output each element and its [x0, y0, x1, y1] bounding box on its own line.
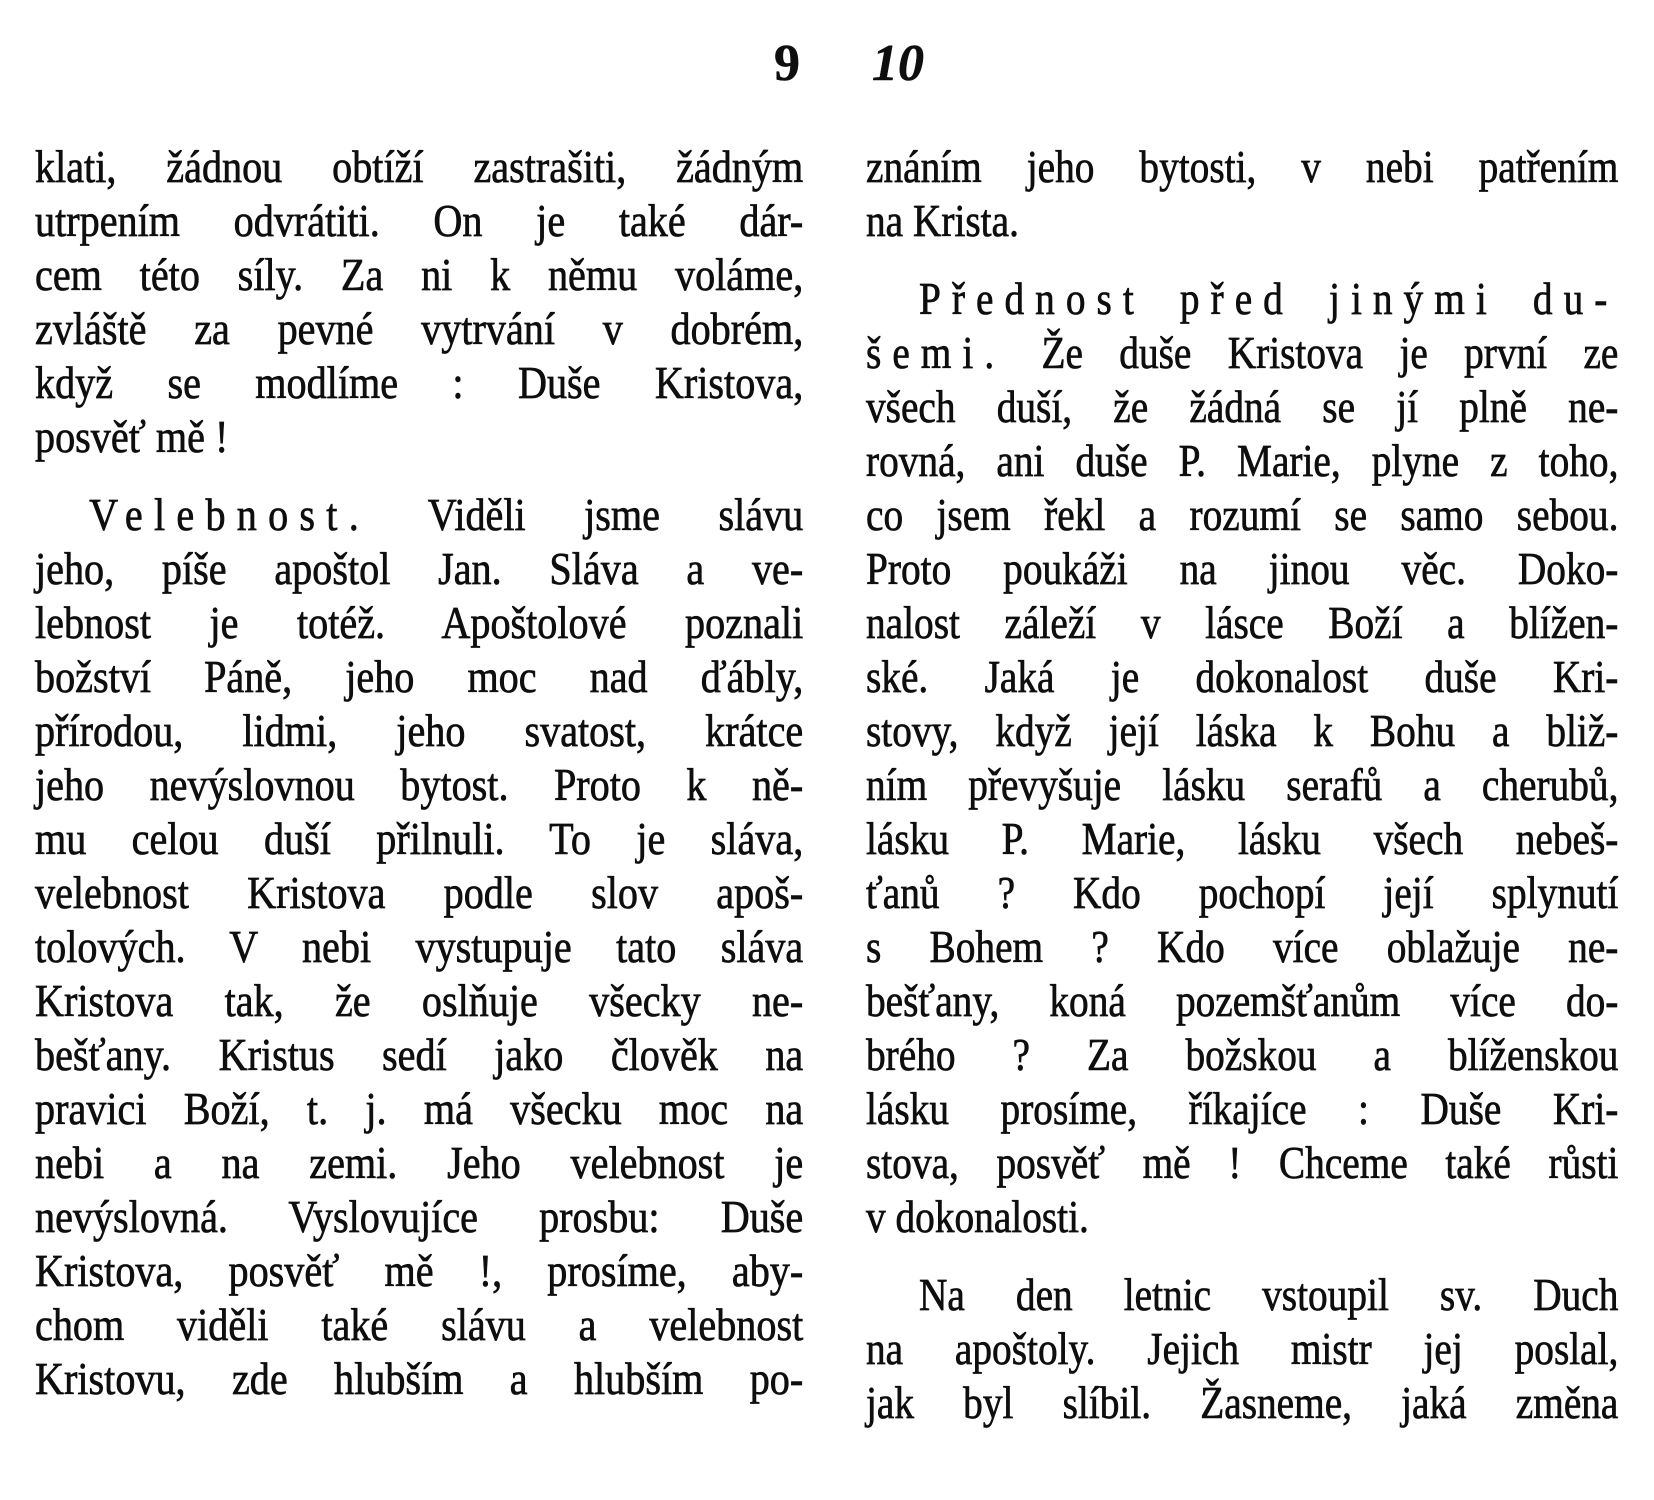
text-line: stovy, když její láska k Bohu a bliž- [866, 705, 1619, 756]
text-line: na Krista. [866, 195, 1019, 246]
text-line: Kristova tak, že oslňuje všecky ne- [35, 975, 804, 1026]
text-line: na apoštoly. Jejich mistr jej poslal, [866, 1323, 1619, 1374]
text-line: ské. Jaká je dokonalost duše Kri- [866, 651, 1619, 702]
text-line: pravici Boží, t. j. má všecku moc na [35, 1083, 804, 1134]
text-line: Kristovu, zde hlubším a hlubším po- [35, 1353, 804, 1404]
text-line: utrpením odvrátiti. On je také dár- [35, 195, 804, 246]
paragraph-lead: Velebnost. [89, 489, 370, 540]
text-line: stova, posvěť mě ! Chceme také růsti [866, 1137, 1619, 1188]
text-line: co jsem řekl a rozumí se samo sebou. [866, 489, 1619, 540]
text-line: chom viděli také slávu a velebnost [35, 1299, 804, 1350]
text-line: božství Páně, jeho moc nad ďábly, [35, 651, 804, 702]
text-line: klati, žádnou obtíží zastrašiti, žádným [35, 141, 804, 192]
page-number-left: 9 [774, 35, 800, 92]
text-line: když se modlíme : Duše Kristova, [35, 357, 804, 408]
text-line: přírodou, lidmi, jeho svatost, krátce [35, 705, 804, 756]
text-line: rovná, ani duše P. Marie, plyne z toho, [866, 435, 1619, 486]
text-line [866, 272, 1618, 326]
text-line: velebnost Kristova podle slov apoš- [35, 867, 804, 918]
text-line: lebnost je totéž. Apoštolové poznali [35, 597, 804, 648]
text-line: jeho, píše apoštol Jan. Sláva a ve- [35, 543, 804, 594]
text-line: brého ? Za božskou a blíženskou [866, 1029, 1619, 1080]
paragraph-lead: šemi. [866, 327, 1006, 378]
text-column-left-page [35, 140, 915, 1406]
text-line: Na den letnic vstoupil sv. Duch [919, 1269, 1619, 1320]
text-line: cem této síly. Za ni k němu voláme, [35, 249, 804, 300]
text-line: Proto poukáži na jinou věc. Doko- [866, 543, 1619, 594]
text-line: nevýslovná. Vyslovujíce prosbu: Duše [35, 1191, 804, 1242]
text-column-right-page [866, 140, 1654, 1430]
text-line: lásku P. Marie, lásku všech nebeš- [866, 813, 1619, 864]
text-line: bešťany. Kristus sedí jako člověk na [35, 1029, 804, 1080]
text-line: jak byl slíbil. Žasneme, jaká změna [866, 1377, 1619, 1428]
text-line: nalost záleží v lásce Boží a blížen- [866, 597, 1619, 648]
text-line: posvěť mě ! [35, 411, 229, 462]
text-line: mu celou duší přilnuli. To je sláva, [35, 813, 804, 864]
text-line: nebi a na zemi. Jeho velebnost je [35, 1137, 804, 1188]
text-line: jeho nevýslovnou bytost. Proto k ně- [35, 759, 804, 810]
text-line: ním převyšuje lásku serafů a cherubů, [866, 759, 1619, 810]
paragraph-lead: Přednost před jinými du- [919, 273, 1619, 324]
text-line: Kristova, posvěť mě !, prosíme, aby- [35, 1245, 804, 1296]
text-line: znáním jeho bytosti, v nebi patřením [866, 141, 1619, 192]
text-line: v dokonalosti. [866, 1191, 1089, 1242]
text-line: Velebnost. Viděli jsme slávu [89, 489, 804, 540]
text-line: všech duší, že žádná se jí plně ne- [866, 381, 1619, 432]
text-line: tolových. V nebi vystupuje tato sláva [35, 921, 804, 972]
text-line: zvláště za pevné vytrvání v dobrém, [35, 303, 804, 354]
text-line: s Bohem ? Kdo více oblažuje ne- [866, 921, 1619, 972]
text-line: bešťany, koná pozemšťanům více do- [866, 975, 1619, 1026]
page-number-right: 10 [872, 35, 924, 92]
text-line: lásku prosíme, říkajíce : Duše Kri- [866, 1083, 1619, 1134]
text-line: ťanů ? Kdo pochopí její splynutí [866, 867, 1619, 918]
text-line: šemi. Že duše Kristova je první ze [866, 327, 1619, 378]
